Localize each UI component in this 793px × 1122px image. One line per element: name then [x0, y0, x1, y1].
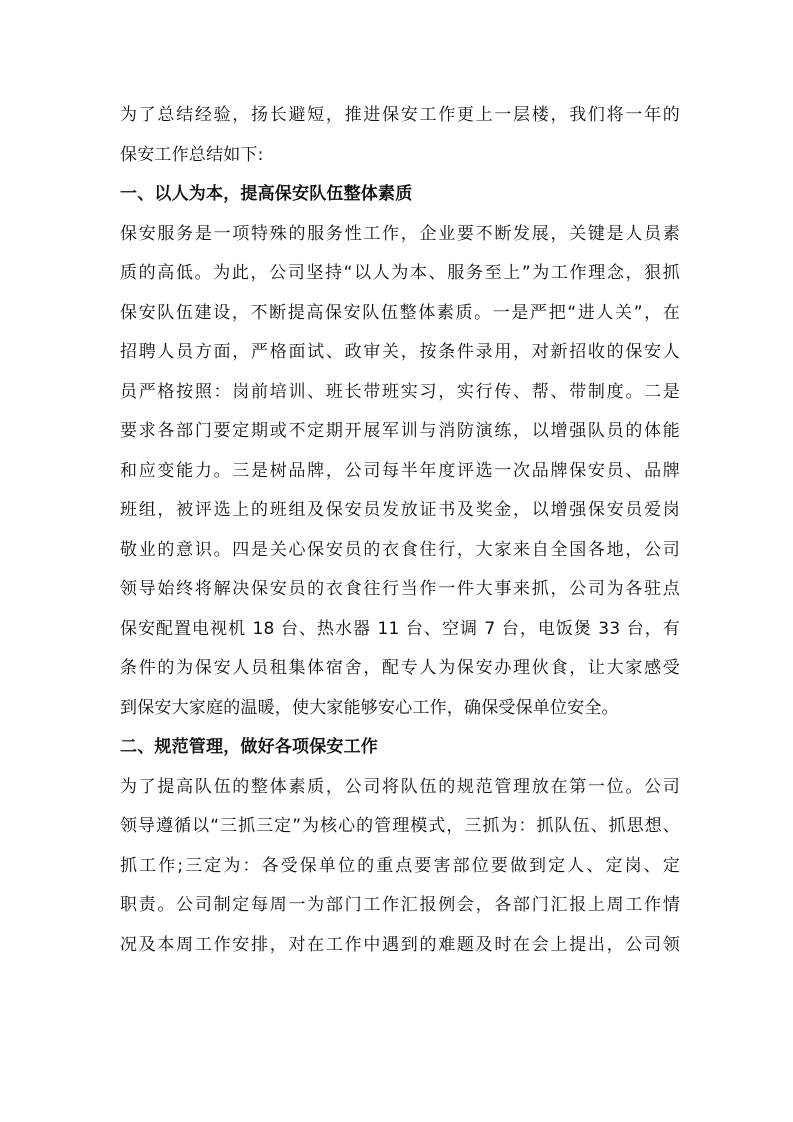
- section-1-line: 敬业的意识。四是关心保安员的衣食住行，大家来自全国各地，公司: [120, 539, 680, 560]
- section-1-line: 到保安大家庭的温暖，使大家能够安心工作，确保受保单位安全。: [120, 697, 619, 718]
- intro-line-2: 保安工作总结如下:: [120, 144, 264, 165]
- section-1-line: 质的高低。为此，公司坚持“以人为本、服务至上”为工作理念，狠抓: [120, 263, 680, 283]
- section-2-line: 况及本周工作安排，对在工作中遇到的难题及时在会上提出，公司领: [120, 934, 680, 955]
- section-2-line: 领导遵循以“三抓三定”为核心的管理模式，三抓为：抓队伍、抓思想、: [120, 816, 680, 836]
- section-1-line: 条件的为保安人员租集体宿舍，配专人为保安办理伙食，让大家感受: [120, 658, 680, 678]
- section-1-line: 保安配置电视机 18 台、热水器 11 台、空调 7 台，电饭煲 33 台，有: [120, 618, 680, 639]
- section-1-line: 领导始终将解决保安员的衣食往行当作一件大事来抓，公司为各驻点: [120, 579, 680, 599]
- section-1-line: 保安队伍建设，不断提高保安队伍整体素质。一是严把“进人关”，在: [120, 302, 680, 323]
- section-2-line: 职责。公司制定每周一为部门工作汇报例会，各部门汇报上周工作情: [120, 895, 680, 915]
- section-2-heading: 二、规范管理，做好各项保安工作: [120, 737, 378, 757]
- section-1-line: 员严格按照：岗前培训、班长带班实习，实行传、帮、带制度。二是: [120, 381, 680, 402]
- section-2-line: 为了提高队伍的整体素质，公司将队伍的规范管理放在第一位。公司: [120, 776, 680, 797]
- section-1-line: 班组，被评选上的班组及保安员发放证书及奖金，以增强保安员爱岗: [120, 500, 680, 520]
- section-1-line: 招聘人员方面，严格面试、政审关，按条件录用，对新招收的保安人: [120, 342, 680, 362]
- section-1-heading: 一、以人为本，提高保安队伍整体素质: [120, 184, 413, 204]
- section-1-line: 保安服务是一项特殊的服务性工作，企业要不断发展，关键是人员素: [120, 223, 680, 244]
- section-2-line: 抓工作;三定为：各受保单位的重点要害部位要做到定人、定岗、定: [120, 855, 680, 876]
- intro-line-1: 为了总结经验，扬长避短，推进保安工作更上一层楼，我们将一年的: [120, 105, 680, 125]
- section-1-line: 要求各部门要定期或不定期开展军训与消防演练，以增强队员的体能: [120, 421, 680, 441]
- section-1-line: 和应变能力。三是树品牌，公司每半年度评选一次品牌保安员、品牌: [120, 460, 680, 481]
- document-page: [120, 96, 680, 965]
